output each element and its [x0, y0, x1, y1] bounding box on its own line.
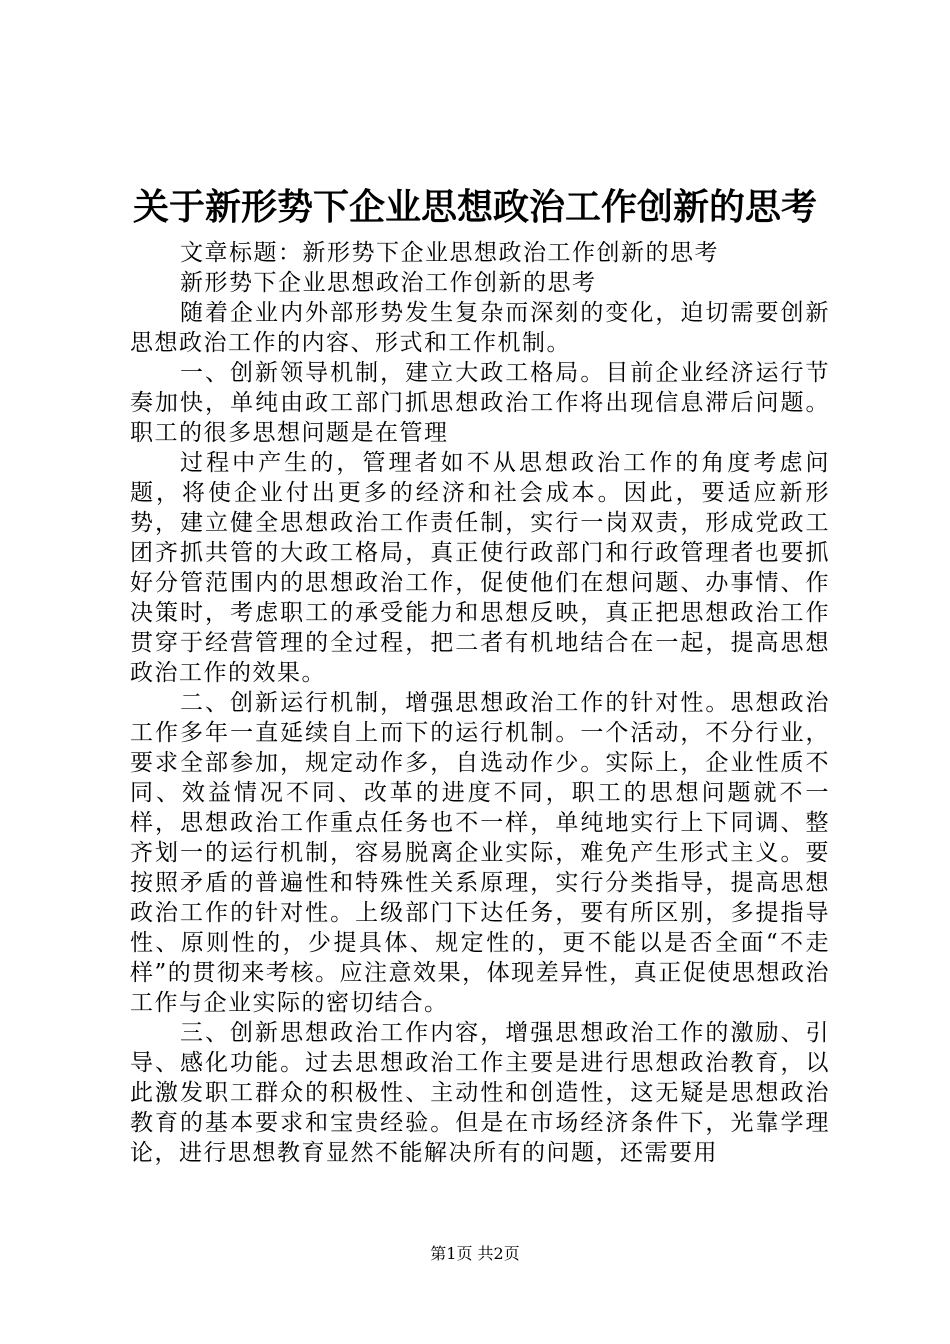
paragraph-section-one-continued: 过程中产生的，管理者如不从思想政治工作的角度考虑问题，将使企业付出更多的经济和社会成本。因此，要适应新形势，建立健全思想政治工作责任制，实行一岗双责，形成党政工团齐抓共管的大政工格局，真正使行政部门和行政管理者也要抓好分管范围内的思想政治工作，促使他们在想问题、办事情、作决策时，考虑职工的承受能力和思想反映，真正把思想政治工作贯穿于经营管理的全过程，把二者有机地结合在一起，提高思想政治工作的效果。 [130, 450, 830, 686]
paragraph-section-two: 二、创新运行机制，增强思想政治工作的针对性。思想政治工作多年一直延续自上而下的运行机制。一个活动，不分行业，要求全部参加，规定动作多，自选动作少。实际上，企业性质不同、效益情况不同、改革的进度不同，职工的思想问题就不一样，思想政治工作重点任务也不一样，单纯地实行上下同调、整齐划一的运行机制，容易脱离企业实际，难免产生形式主义。要按照矛盾的普遍性和特殊性关系原理，实行分类指导，提高思想政治工作的针对性。上级部门下达任务，要有所区别，多提指导性、原则性的，少提具体、规定性的，更不能以是否全面“不走样”的贯彻来考核。应注意效果，体现差异性，真正促使思想政治工作与企业实际的密切结合。 [130, 690, 830, 1016]
paragraph-section-one: 一、创新领导机制，建立大政工格局。目前企业经济运行节奏加快，单纯由政工部门抓思想政治工作将出现信息滞后问题。职工的很多思想问题是在管理 [130, 360, 830, 446]
paragraph-intro: 随着企业内外部形势发生复杂而深刻的变化，迫切需要创新思想政治工作的内容、形式和工作机制。 [130, 300, 830, 356]
document-body [130, 238, 830, 1168]
page-footer: 第1页 共2页 [430, 1244, 520, 1263]
document-title: 关于新形势下企业思想政治工作创新的思考 [132, 186, 817, 228]
paragraph-subtitle: 新形势下企业思想政治工作创新的思考 [180, 270, 597, 296]
paragraph-article-title: 文章标题：新形势下企业思想政治工作创新的思考 [180, 240, 719, 266]
paragraph-section-three: 三、创新思想政治工作内容，增强思想政治工作的激励、引导、感化功能。过去思想政治工作主要是进行思想政治教育，以此激发职工群众的积极性、主动性和创造性，这无疑是思想政治教育的基本要求和宝贵经验。但是在市场经济条件下，光靠学理论，进行思想教育显然不能解决所有的问题，还需要用 [130, 1020, 830, 1166]
